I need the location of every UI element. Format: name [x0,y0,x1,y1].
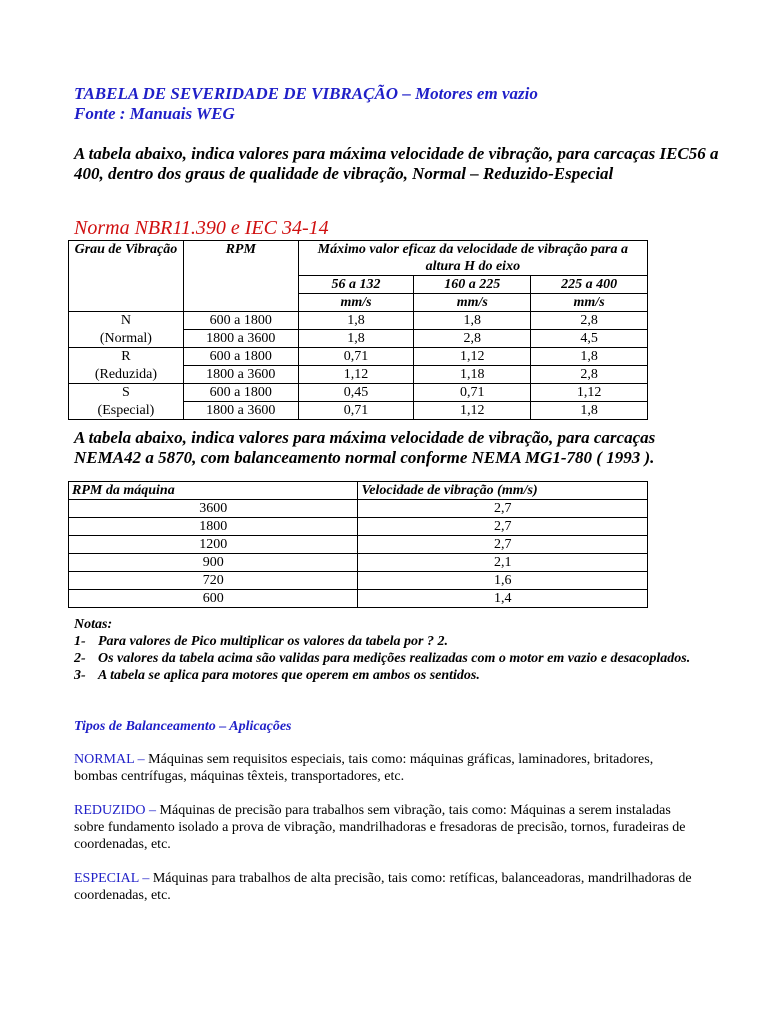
norma-heading: Norma NBR11.390 e IEC 34-14 [74,217,329,239]
cell-rpm: 720 [69,572,358,590]
document-title: TABELA DE SEVERIDADE DE VIBRAÇÃO – Motores em vazio [74,84,538,103]
balance-label-normal: NORMAL – [74,752,145,767]
cell-rpm: 1800 a 3600 [183,402,298,420]
cell-value: 2,8 [414,330,531,348]
note-item [74,650,714,667]
balance-text-reduzido: Máquinas de precisão para trabalhos sem vibração, tais como: Máquinas a serem instaladas sobre fundamento isolado a prova de vibração, mandrilhadoras e fresadoras de precisão, tornos, furadeiras de coordenadas, etc. [74,803,686,852]
table-row [69,384,648,402]
nema-vibration-table [68,481,648,608]
cell-value: 0,71 [298,402,414,420]
header-range: 56 a 132 [298,276,414,294]
cell-value: 2,8 [531,366,648,384]
cell-value: 1,8 [414,312,531,330]
cell-rpm: 1800 a 3600 [183,330,298,348]
table-row [69,366,648,384]
header-unit: mm/s [298,294,414,312]
cell-rpm: 3600 [69,500,358,518]
table-row [69,518,648,536]
balance-text-especial: Máquinas para trabalhos de alta precisão, tais como: retíficas, balanceadoras, mandrilhadoras de coordenadas, etc. [74,871,692,903]
cell-grau: (Normal) [69,330,184,348]
header-range: 225 a 400 [531,276,648,294]
balance-reduzido-paragraph [74,802,694,853]
intro-paragraph-nema: A tabela abaixo, indica valores para máxima velocidade de vibração, para carcaças NEMA42 a 5870, com balanceamento normal conforme NEMA MG1-780 ( 1993 ). [74,428,656,467]
table-row [69,348,648,366]
cell-value: 1,8 [531,348,648,366]
header-grau: Grau de Vibração [69,241,184,312]
table-row [69,312,648,330]
cell-value: 1,8 [531,402,648,420]
balance-label-especial: ESPECIAL – [74,871,150,886]
cell-velocidade: 2,7 [358,536,648,554]
header-unit: mm/s [414,294,531,312]
table-row [69,402,648,420]
note-item [74,667,714,684]
balance-heading: Tipos de Balanceamento – Aplicações [74,719,292,734]
cell-value: 2,8 [531,312,648,330]
cell-velocidade: 2,7 [358,518,648,536]
cell-rpm: 900 [69,554,358,572]
document-source: Fonte : Manuais WEG [74,104,235,123]
balance-text-normal: Máquinas sem requisitos especiais, tais como: máquinas gráficas, laminadores, britadores, bombas centrífugas, máquinas têxteis, transportadores, etc. [74,752,654,784]
cell-rpm: 600 a 1800 [183,348,298,366]
cell-rpm: 1200 [69,536,358,554]
note-text: A tabela se aplica para motores que operem em ambos os sentidos. [98,668,480,683]
cell-rpm: 1800 [69,518,358,536]
note-number: 3- [74,668,86,683]
intro-paragraph-iec: A tabela abaixo, indica valores para máxima velocidade de vibração, para carcaças IEC56 a 400, dentro dos graus de qualidade de vibração, Normal – Reduzido-Especial [74,144,719,183]
cell-rpm: 600 a 1800 [183,384,298,402]
header-max-value: Máximo valor eficaz da velocidade de vibração para a altura H do eixo [298,241,647,276]
cell-grau: N [69,312,184,330]
table-row [69,572,648,590]
cell-value: 1,8 [298,330,414,348]
balance-normal-paragraph [74,751,694,785]
cell-velocidade: 2,7 [358,500,648,518]
balance-label-reduzido: REDUZIDO – [74,803,157,818]
cell-velocidade: 2,1 [358,554,648,572]
note-number: 2- [74,651,86,666]
header-rpm-maquina: RPM da máquina [69,482,358,500]
cell-value: 1,8 [298,312,414,330]
document-title-block [74,84,714,124]
header-velocidade: Velocidade de vibração (mm/s) [358,482,648,500]
cell-rpm: 1800 a 3600 [183,366,298,384]
cell-value: 1,12 [414,402,531,420]
header-rpm: RPM [183,241,298,312]
cell-velocidade: 1,6 [358,572,648,590]
table-row [69,554,648,572]
table-row [69,330,648,348]
note-number: 1- [74,634,86,649]
balance-especial-paragraph [74,870,694,904]
cell-value: 1,18 [414,366,531,384]
cell-rpm: 600 [69,590,358,608]
table-row [69,536,648,554]
iec-vibration-table [68,240,648,420]
cell-value: 1,12 [298,366,414,384]
cell-grau: S [69,384,184,402]
cell-value: 1,12 [414,348,531,366]
notes-section [74,616,714,684]
cell-grau: (Especial) [69,402,184,420]
header-range: 160 a 225 [414,276,531,294]
cell-value: 1,12 [531,384,648,402]
header-unit: mm/s [531,294,648,312]
cell-grau: R [69,348,184,366]
note-item [74,633,714,650]
cell-rpm: 600 a 1800 [183,312,298,330]
table-row [69,500,648,518]
table-row [69,590,648,608]
notes-title: Notas: [74,617,113,632]
cell-value: 0,71 [298,348,414,366]
cell-velocidade: 1,4 [358,590,648,608]
note-text: Para valores de Pico multiplicar os valores da tabela por ? 2. [98,634,448,649]
cell-grau: (Reduzida) [69,366,184,384]
cell-value: 0,71 [414,384,531,402]
cell-value: 0,45 [298,384,414,402]
note-text: Os valores da tabela acima são validas para medições realizadas com o motor em vazio e desacoplados. [98,651,691,666]
cell-value: 4,5 [531,330,648,348]
